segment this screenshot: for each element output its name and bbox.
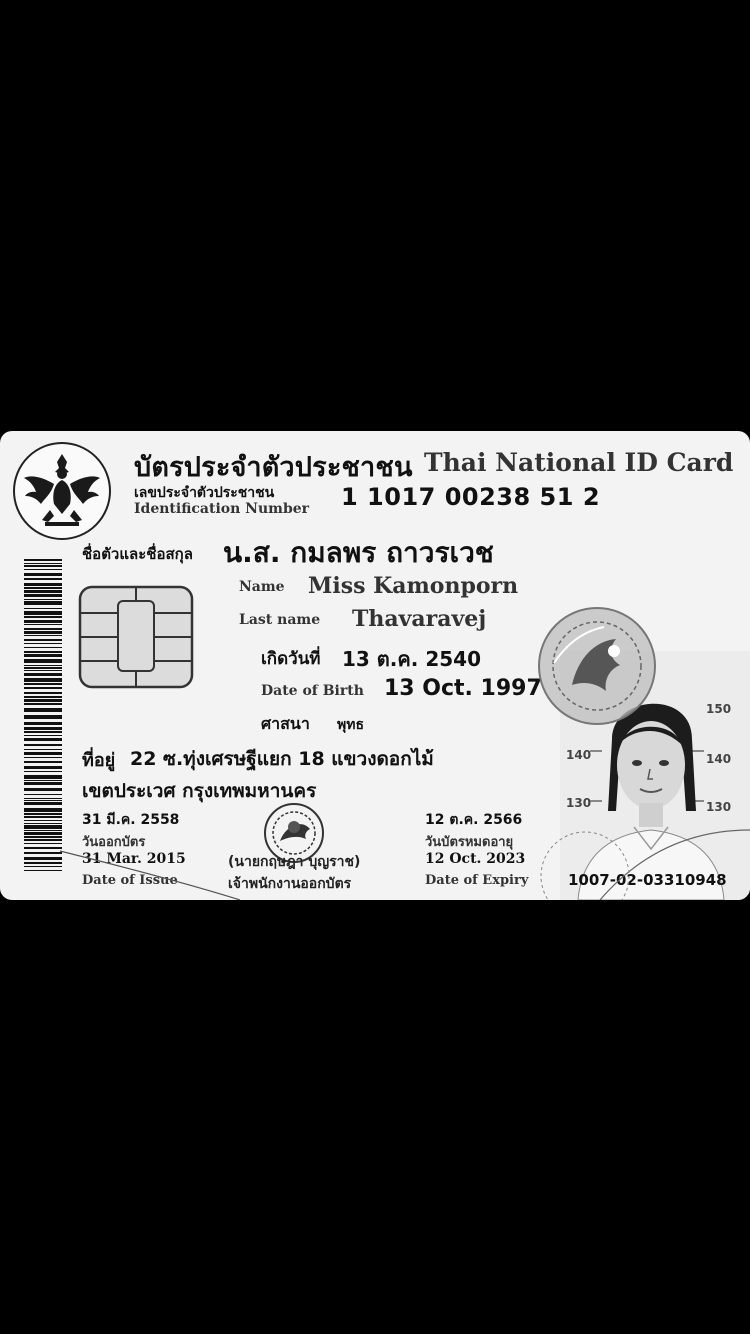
height-mark: 140 — [566, 748, 592, 762]
barcode-bar — [24, 563, 62, 564]
barcode-bar — [24, 565, 62, 567]
barcode-bar — [24, 608, 62, 609]
height-mark: 140 — [706, 752, 732, 766]
barcode-bar — [24, 667, 62, 669]
barcode-bar — [24, 647, 62, 648]
address-line-1: 22 ซ.ทุ่งเศรษฐีแยก 18 แขวงดอกไม้ — [130, 748, 434, 770]
barcode-bar — [24, 752, 62, 755]
expiry-date-label-thai: วันบัตรหมดอายุ — [425, 835, 514, 850]
barcode-bar — [24, 651, 62, 653]
barcode-bar — [24, 590, 62, 593]
barcode-bar — [24, 761, 62, 763]
barcode-bar — [24, 766, 62, 769]
barcode-bar — [24, 670, 62, 671]
last-name-label-english: Last name — [239, 612, 321, 628]
barcode-bar — [24, 599, 62, 600]
issue-date-label-english: Date of Issue — [82, 873, 178, 888]
barcode-bar — [24, 635, 62, 636]
barcode-bar — [24, 699, 62, 702]
issuing-officer-name: (นายกฤษฎา บุญราช) — [228, 854, 361, 870]
barcode-bar — [24, 559, 62, 561]
barcode-bar — [24, 620, 62, 623]
issuing-officer-title: เจ้าพนักงานออกบัตร — [228, 876, 352, 892]
barcode-bar — [24, 731, 62, 733]
id-card — [0, 431, 750, 900]
id-number: 1 1017 00238 51 2 — [341, 483, 601, 511]
barcode-bar — [24, 771, 62, 772]
expiry-date-label-english: Date of Expiry — [425, 873, 529, 888]
name-label-english: Name — [239, 579, 285, 595]
barcode-bar — [24, 738, 62, 741]
height-mark: 150 — [706, 702, 732, 716]
barcode-bar — [24, 782, 62, 785]
security-pattern — [0, 791, 750, 900]
id-number-label-english: Identification Number — [134, 501, 310, 517]
barcode-bar — [24, 673, 62, 676]
height-mark: 130 — [566, 796, 592, 810]
barcode-bar — [24, 780, 62, 781]
expiry-date-english: 12 Oct. 2023 — [425, 851, 526, 867]
barcode-bar — [24, 573, 62, 576]
religion-label-thai: ศาสนา — [261, 714, 310, 733]
card-title-thai: บัตรประจำตัวประชาชน — [134, 452, 413, 483]
issue-date-english: 31 Mar. 2015 — [82, 851, 186, 867]
barcode-bar — [24, 727, 62, 730]
barcode-bar — [24, 749, 62, 750]
expiry-date-thai: 12 ต.ค. 2566 — [425, 812, 523, 828]
religion-thai: พุทธ — [337, 717, 365, 733]
address-line-2: เขตประเวศ กรุงเทพมหานคร — [82, 780, 317, 802]
barcode-bar — [24, 578, 62, 580]
barcode-bar — [24, 643, 62, 644]
date-of-birth-english: 13 Oct. 1997 — [384, 676, 542, 701]
card-title-english: Thai National ID Card — [424, 448, 734, 477]
barcode-bar — [24, 775, 62, 779]
barcode-bar — [24, 594, 62, 597]
barcode-bar — [24, 708, 62, 712]
barcode-bar — [24, 601, 62, 605]
name-english: Miss Kamonporn — [308, 573, 519, 599]
barcode-bar — [24, 624, 62, 625]
barcode-bar — [24, 628, 62, 630]
smart-chip-icon — [78, 585, 194, 689]
barcode-bar — [24, 687, 62, 689]
barcode-bar — [24, 616, 62, 618]
issue-date-label-thai: วันออกบัตร — [82, 835, 146, 850]
barcode-bar — [24, 569, 62, 570]
card-serial-number: 1007-02-03310948 — [568, 871, 727, 889]
full-name-thai: น.ส. กมลพร ถาวรเวช — [223, 536, 494, 569]
barcode-bar — [24, 735, 62, 736]
date-of-birth-thai: 13 ต.ค. 2540 — [342, 647, 481, 671]
barcode-bar — [24, 692, 62, 694]
barcode-bar — [24, 696, 62, 698]
barcode-bar — [24, 631, 62, 634]
name-label-thai: ชื่อตัวและชื่อสกุล — [82, 545, 193, 563]
barcode-bar — [24, 703, 62, 705]
issue-date-thai: 31 มี.ค. 2558 — [82, 812, 180, 828]
date-of-birth-label-thai: เกิดวันที่ — [261, 649, 321, 669]
barcode-bar — [24, 654, 62, 657]
barcode-bar — [24, 722, 62, 725]
barcode-bar — [24, 587, 62, 589]
barcode-bar — [24, 757, 62, 758]
date-of-birth-label-english: Date of Birth — [261, 683, 364, 699]
barcode-bar — [24, 659, 62, 663]
id-number-label-thai: เลขประจำตัวประชาชน — [134, 485, 275, 501]
height-mark: 130 — [706, 800, 732, 814]
barcode-bar — [24, 583, 62, 586]
barcode-bar — [24, 665, 62, 666]
barcode-bar — [24, 715, 62, 719]
barcode-bar — [24, 678, 62, 682]
barcode-bar — [24, 639, 62, 641]
hologram-icon — [534, 603, 660, 729]
barcode-bar — [24, 744, 62, 746]
barcode-bar — [24, 611, 62, 615]
last-name-english: Thavaravej — [352, 606, 487, 632]
address-label-thai: ที่อยู่ — [82, 750, 116, 771]
barcode-bar — [24, 683, 62, 685]
garuda-emblem-icon — [13, 442, 111, 540]
